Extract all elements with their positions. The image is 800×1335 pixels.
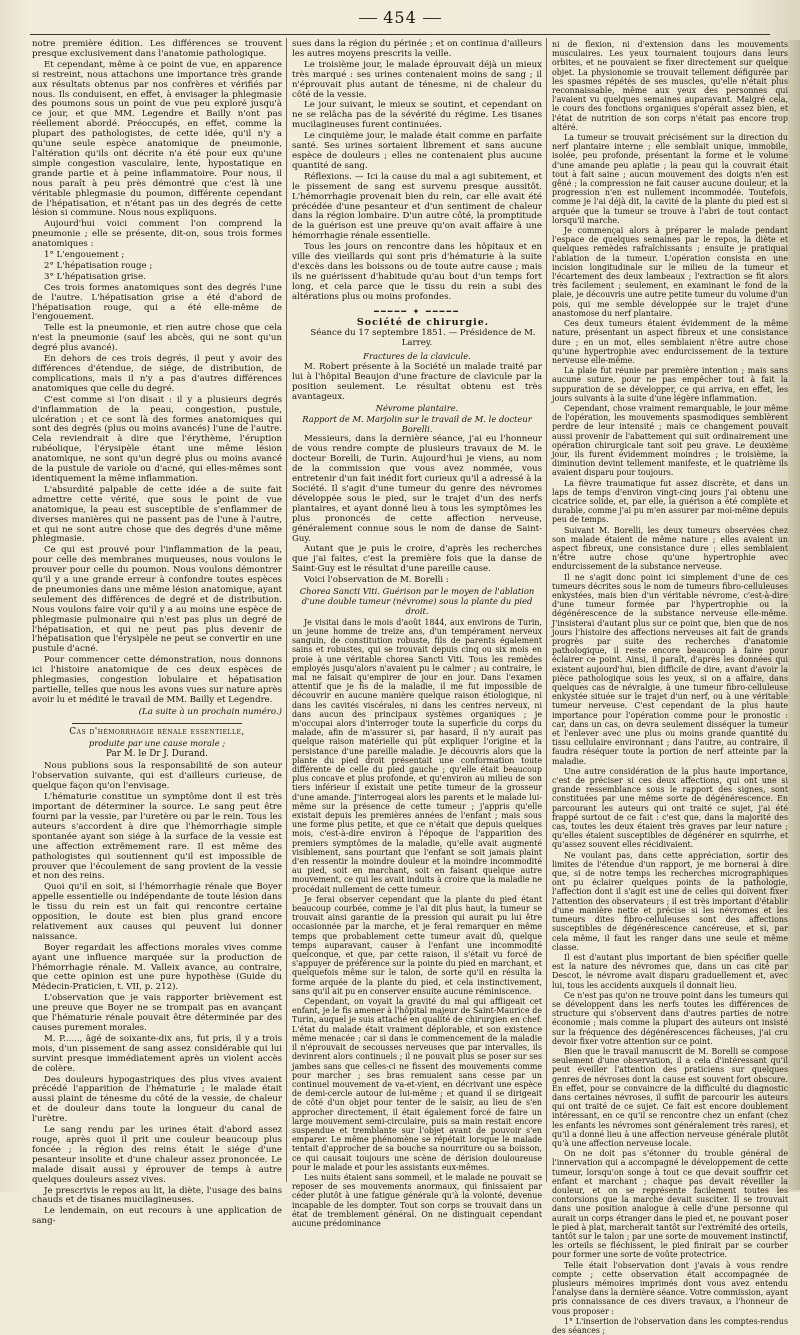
article-heading: Cas d'hémorrhagie rénale essentielle, [69, 726, 245, 737]
paragraph: 1° L'insertion de l'observation dans les comptes-rendus des séances ; [552, 1316, 788, 1335]
paragraph: Ces deux tumeurs étaient évidemment de la même nature, présentant un aspect fibreux et une consistance dure ; en un mot, elles semblaient n'être autre chose qu'une hypertrophie avec endurcissement de la texture nerveuse elle-même. [552, 319, 788, 365]
paragraph: M. Robert présente à la Société un malade traité par lui à l'hôpital Beaujon d'une fracture de clavicule par la position seulement. Le résultat obtenu est très avantageux. [292, 362, 542, 402]
paragraph: Suivant M. Borelli, les deux tumeurs observées chez son malade étaient de même nature ; elles avaient un aspect fibreux, une consistance dure ; elles semblaient n'être autre chose qu'une hypertrophie avec endurcissement de la substance nerveuse. [552, 525, 788, 572]
paragraph: Je ferai observer cependant que la plante du pied étant beaucoup courbée, comme je l'ai dit plus haut, la tumeur se trouvait ainsi garantie de la pression qui aurait pu lui être occasionnée par la marche, et je ferai remarquer en même temps que probablement cette tumeur avait dû, quelque temps auparavant, causer à l'enfant une incommodité quelconque, et que, par cette raison, il s'était vu forcé de s'appuyer de préférence sur la pointe du pied en marchant, et quelquefois même sur le talon, de sorte qu'il en résulta la forme arquée de la plante du pied, et cela instinctivement, sans qu'il ait pu en conserver ensuite aucune réminiscence. [292, 894, 542, 996]
paragraph: Autant que je puis le croire, d'après les recherches que j'ai faites, c'est la première fois que la danse de Saint-Guy est le résultat d'une pareille cause. [292, 544, 542, 575]
paragraph: Le cinquième jour, le malade était comme en parfaite santé. Ses urines sortaient librement et sans aucune espèce de douleurs ; elles ne contenaient plus aucune quantité de sang. [292, 131, 542, 171]
article-subheading: produite par une cause morale ; [88, 737, 226, 748]
paragraph: ni de flexion, ni d'extension dans les mouvements musculaires. Les yeux tournaient toujours dans leurs orbites, et ne pouvaient se fixer directement sur quelque objet. La physionomie se trouvait tellement défigurée par les spasmes répétés de ses muscles, qu'elle n'était plus reconnaissable, même aux yeux des personnes qui l'avaient vu quelques semaines auparavant. Malgré cela, le cours des fonctions organiques s'opérait assez bien, et l'état de nutrition de son corps n'était pas encore trop altéré. [552, 40, 788, 132]
paragraph: Nous publions sous la responsabilité de son auteur l'observation suivante, qui est d'ailleurs curieuse, de quelque façon qu'on l'envisage. [32, 761, 282, 792]
paragraph: Telle était l'observation dont j'avais à vous rendre compte ; cette observation était accompagnée de plusieurs mémoires imprimés dont vous avez entendu l'analyse dans la dernière séance. Votre commission, ayant pris connaissance de ces divers travaux, a l'honneur de vous proposer : [552, 1260, 788, 1316]
article-author: Par M. le Dr J. Durand. [106, 748, 208, 759]
article-subheading: Névrome plantaire. [375, 402, 459, 413]
paragraph: Je visitai dans le mois d'août 1844, aux environs de Turin, un jeune homme de treize ans, d'un tempérament nerveux sanguin, de constitution robuste, fils de parents également sains et robustes, qui se trouvait depuis cinq ou six mois en proie à une véritable chorea Sancti Viti. Tous les remèdes employés jusqu'alors n'avaient pu le calmer ; au contraire, le mal ne faisait qu'empirer de jour en jour. Dans l'examen attentif que je fis de la maladie, il me fut impossible de découvrir en aucune manière quelque raison étiologique, ni dans les cavités viscérales, ni dans les centres nerveux, ni dans aucun des principaux systèmes organiques ; je m'occupai alors d'interroger toute la superficie du corps du malade, afin de m'assurer si, par hasard, il n'y aurait pas quelque raison matérielle qui pût expliquer l'origine et la persistance d'une pareille maladie. Je découvris alors que la plante du pied droit présentait une conformation toute différente de celle du pied gauche ; qu'elle était beaucoup plus concave et plus profonde, et qu'environ au milieu de son tiers inférieur il existait une petite tumeur de la grosseur d'une amande. J'interrogeai alors les parents et le malade lui-même sur la présence de cette tumeur ; j'appris qu'elle existait depuis les premières années de l'enfant ; mais sous une forme plus petite, et que ce n'était que depuis quelques mois, c'est-à-dire environ à l'époque de l'apparition des premiers symptômes de la maladie, qu'elle avait augmenté visiblement, sans pourtant que l'enfant se soit jamais plaint d'en ressentir la moindre douleur et la moindre incommodité au pied, soit en marchant, soit en faisant quelque autre mouvement, ce qui les avait induits à croire que la maladie ne procédait nullement de cette tumeur. [292, 617, 542, 894]
paragraph: Les nuits étaient sans sommeil, et le malade ne pouvait se reposer de ses mouvements anormaux, qui finissaient par céder plutôt à une fatigue générale qu'à la volonté, devenue incapable de les dompter. Tout son corps se trouvait dans un état de tremblement général. On ne distinguait cependant aucune prédominance [292, 1172, 542, 1228]
ornament-divider: ━━━━━ ✦ ━━━━━ [374, 306, 460, 316]
paragraph: sues dans la région du périnée ; et on continua d'ailleurs les autres moyens prescrits la veille. [292, 39, 542, 59]
page-number: 454 [0, 8, 800, 27]
paragraph: Ce n'est pas qu'on ne trouve point dans les tumeurs qui se développent dans les nerfs toutes les différences de structure qui s'observent dans d'autres parties de notre économie ; mais comme la plupart des auteurs ont insisté sur la fréquence des dégénérescences fâcheuses, j'ai cru devoir fixer votre attention sur ce point. [552, 990, 788, 1046]
paragraph: Réflexions. — Ici la cause du mal a agi subitement, et le pissement de sang est survenu presque aussitôt. L'hémorrhagie provenait bien du rein, car elle avait été précédée d'une pesanteur et d'un sentiment de chaleur dans la région lombaire. D'un autre côté, la promptitude de la guérison est une preuve qu'on avait affaire à une hémorrhagie rénale essentielle. [292, 171, 542, 242]
continued-note: (La suite à un prochain numéro.) [138, 706, 282, 717]
paragraph: Le sang rendu par les urines était d'abord assez rouge, après quoi il prit une couleur beaucoup plus foncée ; la région des reins était le siége d'une pesanteur insolite et d'une chaleur assez prononcée. Le malade disait aussi y éprouver de temps à autre quelques douleurs assez vives. [32, 1125, 282, 1185]
paragraph: Il ne s'agit donc point ici simplement d'une de ces tumeurs décrites sous le nom de tumeurs fibro-celluleuses enkystées, mais bien d'un véritable névrome, c'est-à-dire d'une tumeur formée par l'hypertrophie ou la dégénérescence de la substance nerveuse elle-même. J'insisterai d'autant plus sur ce point que, bien que de nos jours l'histoire des affections nerveuses ait fait de grands progrès par suite des recherches d'anatomie pathologique, il reste encore beaucoup à faire pour éclairer ce point. Ainsi, il paraît, d'après les données qui existent aujourd'hui, bien difficile de dire, avant d'avoir la pièce pathologique sous les yeux, si on a affaire, dans quelques cas de névralgie, à une tumeur fibro-celluleuse enkystée située sur le trajet d'un nerf, ou à une véritable tumeur nerveuse. C'est cependant de la plus haute importance pour l'opération comme pour le pronostic : car, dans un cas, on devra seulement disséquer la tumeur et l'enlever avec une plus ou moins grande quantité du tissu cellulaire environnant ; dans l'autre, au contraire, il faudra réséquer toute la portion de nerf atteinte par la maladie. [552, 572, 788, 766]
page-edge [788, 40, 800, 1190]
paragraph: La fièvre traumatique fut assez discrète, et dans un laps de temps d'environ vingt-cinq jours j'ai obtenu une cicatrice solide, et, par elle, la guérison a été complète et durable, comme j'ai pu m'en assurer par moi-même depuis peu de temps. [552, 478, 788, 525]
header-rule [30, 34, 770, 35]
list-item: 2° L'hépatisation rouge ; [44, 260, 153, 271]
session-line: Séance du 17 septembre 1851. — Présidence de M. Larrey. [310, 328, 536, 349]
observation-title: Chorea Sancti Viti. Guérison par le moyen de l'ablation d'une double tumeur (névrome) sous la plante du pied droit. [299, 586, 535, 616]
paragraph: Il est d'autant plus important de bien spécifier quelle est la nature des névromes que, dans un cas cité par Descot, le névrome avait disparu graduellement et, avec lui, tous les accidents auxquels il donnait lieu. [552, 952, 788, 990]
paragraph: Boyer regardait les affections morales vives comme ayant une influence marquée sur la production de l'hémorrhagie rénale. M. Valleix avance, au contraire, que cette opinion est une pure hypothèse (Guide du Médecin-Praticien, t. VII, p. 212). [32, 942, 282, 993]
paragraph: Quoi qu'il en soit, si l'hémorrhagie rénale que Boyer appelle essentielle ou indépendante de toute lésion dans le tissu du rein est un fait qui rencontre certaine opposition, le doute est bien plus grand encore relativement aux causes qui peuvent lui donner naissance. [32, 882, 282, 942]
paragraph: Tous les jours on rencontre dans les hôpitaux et en ville des vieillards qui sont pris d'hématurie à la suite d'excès dans les boissons ou de toute autre cause ; mais ils ne guérissent d'habitude qu'au bout d'un temps fort long, et cela parce que le tissu du rein a subi des altérations plus ou moins profondes. [292, 242, 542, 302]
paragraph: La plaie fut réunie par première intention ; mais sans aucune suture, pour ne pas empêcher tout à fait la suppuration de se développer, ce qui arriva, en effet, les jours suivants à la suite d'une légère inflammation. [552, 366, 788, 403]
paragraph: Je prescrivis le repos au lit, la diète, l'usage des bains chauds et de tisanes mucilagineuses. [32, 1185, 282, 1206]
column-divider [546, 38, 547, 1182]
column-1 [32, 39, 282, 1227]
paragraph: Telle est la pneumonie, et rien autre chose que cela n'est la pneumonie (sauf les abcès, qui ne sont qu'un degré plus avancé). [32, 323, 282, 354]
report-title: Rapport de M. Marjolin sur le travail de M. le docteur Borelli. [302, 413, 532, 434]
paragraph: Aujourd'hui voici comment l'on comprend la pneumonie ; elle se présente, dit-on, sous trois formes anatomiques : [32, 219, 282, 250]
paragraph: Le jour suivant, le mieux se soutint, et cependant on ne se relâcha pas de la sévérité du régime. Les tisanes mucilagineuses furent continuées. [292, 100, 542, 131]
paragraph: Ces trois formes anatomiques sont des degrés l'une de l'autre. L'hépatisation grise a été d'abord de l'hépatisation rouge, qui a été elle-même de l'engouement. [32, 282, 282, 323]
paragraph: L'observation que je vais rapporter brièvement est une preuve que Boyer ne se trompait pas en avançant que l'hématurie rénale pouvait être déterminée par des causes purement morales. [32, 993, 282, 1033]
paragraph: Ce qui est prouvé pour l'inflammation de la peau, pour celle des membranes muqueuses, nous voulons le prouver pour celle du poumon. Nous voulons démontrer qu'il y a une grande erreur à confondre toutes espèces de pneumonies dans une même lésion anatomique, ayant seulement des différences de degré et de distribution. Nous voulons faire voir qu'il y a au moins une espèce de phlegmasie pulmonaire qui n'est pas plus un degré de l'hépatisation, et qui ne peut pas plus devenir de l'hépatisation que l'érysipèle ne peut se convertir en une pustule d'acné. [32, 545, 282, 655]
paragraph: L'absurdité palpable de cette idée a de suite fait admettre cette vérité, que sous le point de vue anatomique, la peau est susceptible de s'enflammer de diverses manières qui ne passent pas de l'une à l'autre, et qui ne sont autre chose que des degrés d'une même phlegmasie. [32, 484, 282, 545]
paragraph: C'est comme si l'on disait : il y a plusieurs degrés d'inflammation de la peau, congestion, pustule, ulcération ; et ce sont là des formes anatomiques qui sont des degrés (plus ou moins avancés) l'une de l'autre. Cela reviendrait à dire que l'érythème, l'éruption rubéolique, l'érysipèle étant une même lésion anatomique, ne sont qu'un degré plus ou moins avancé de la pustule de variole ou d'acné, qui elles-mêmes sont identiquement la même inflammation. [32, 394, 282, 484]
paragraph: On ne doit pas s'étonner du trouble général de l'innervation qui a accompagné le développement de cette tumeur, lorsqu'on songe à tout ce que devait souffrir cet enfant et marchant ; chaque pas devait réveiller la douleur, et on se représente facilement toutes les contorsions que la marche devait susciter. Il se trouvait dans une position analogue à celle d'une personne qui aurait un corps étranger dans le pied et, ne pouvant poser le pied à plat, marcherait tantôt sur l'extrémité des orteils, tantôt sur le talon ; par une sorte de mouvement instinctif, les orteils se fléchissent, le pied finirait par se courber pour former une sorte de voûte protectrice. [552, 1149, 788, 1260]
list-item: 3° L'hépatisation grise. [44, 271, 146, 282]
paragraph: notre première édition. Les différences se trouvent presque exclusivement dans l'anatomie pathologique. [32, 39, 282, 59]
article-subheading: Fractures de la clavicule. [363, 351, 471, 362]
paragraph: La tumeur se trouvait précisément sur la direction du nerf plantaire interne ; elle semblait unique, immobile, isolée, peu profonde, présentant la forme et le volume d'une amande peu aplatie ; la peau qui la couvrait était tout à fait saine ; aucun mouvement des doigts n'en est gêné ; la compression ne fait causer aucune douleur, et la progression n'en est nullement incommodée. Toutefois, comme je l'ai déjà dit, la cavité de la plante du pied est si arquée que la tumeur se trouve à l'abri de tout contact lorsqu'il marche. [552, 133, 788, 225]
paragraph: Le lendemain, on eut recours à une application de sang- [32, 1206, 282, 1227]
paragraph: Ne voulant pas, dans cette appréciation, sortir des limites de l'étendue d'un rapport, je me bornerai à dire que, si de notre temps les recherches micrographiques ont pu éclairer quelques points de la pathologie, l'affection dont il s'agit est une de celles qui doivent fixer l'attention des observateurs ; il est très important d'établir d'une manière nette et précise si les névromes et les tumeurs dites fibro-celluleuses sont des affections susceptibles de dégénérescence cancéreuse, et si, par cela même, il faut les ranger dans une seule et même classe. [552, 850, 788, 952]
list-item: 1° L'engouement ; [44, 250, 125, 261]
paragraph: Des douleurs hypogastriques des plus vives avaient précédé l'apparition de l'hématurie ; le malade était aussi plaint de ténesme du côté de la vessie, de chaleur et de douleur dans toute la longueur du canal de l'urètre. [32, 1074, 282, 1125]
paragraph: Bien que le travail manuscrit de M. Borelli se compose seulement d'une observation, il a cela d'intéressant qu'il peut éveiller l'attention des praticiens sur quelques genres de névroses dont la cause est souvent fort obscure. En effet, pour se convaincre de la difficulté du diagnostic dans certaines névroses, il suffit de parcourir les auteurs qui ont traité de ce sujet. Ce fait est encore doublement intéressant, en ce qu'il se rencontre chez un enfant (chez les enfants les névromes sont généralement très rares), et qu'il a donné lieu à une affection nerveuse générale plutôt qu'à une affection nerveuse locale. [552, 1046, 788, 1148]
column-2 [292, 39, 542, 1228]
column-3 [552, 40, 788, 1335]
paragraph: Une autre considération de la plus haute importance, c'est de préciser si ces deux affections, qui ont une si grande ressemblance sous le rapport des signes, sont constituées par une même sorte de dégénérescence. En parcourant les auteurs qui ont traité ce sujet, j'ai été frappé surtout de ce fait : c'est que, dans la majorité des cas, toutes les deux étaient très graves par leur nature ; qu'elles étaient susceptibles de dégénérer en squirrhe, et qu'assez souvent elles récidivaient. [552, 766, 788, 850]
paragraph: Voici l'observation de M. Borelli : [304, 575, 449, 586]
paragraph: Et cependant, même à ce point de vue, en apparence si restreint, nous attachons une importance très grande aux résultats obtenus par nos confrères et vérifiés par nous. Ils conduisent, en effet, à envisager la phlegmasie des poumons sous un point de vue peu exploré jusqu'à ce jour, et que MM. Legendre et Bailly n'ont pas réellement abordé. Préoccupés, en effet, comme la plupart des pathologistes, de cette idée, qu'il n'y a qu'une seule espèce anatomique de pneumonie, l'altération qu'ils ont décrite n'a été pour eux qu'une simple congestion vasculaire, lente, hypostatique en grande partie et à peine inflammatoire. Pour nous, il nous paraît à peu près démontré que c'est là une véritable phlegmasie du poumon, différente cependant de l'hépatisation, et n'étant pas un des degrés de cette lésion si commune. Nous nous expliquons. [32, 59, 282, 219]
section-rule [72, 723, 242, 724]
paragraph: L'hématurie constitue un symptôme dont il est très important de déterminer la source. Le sang peut être fourni par la vessie, par l'uretère ou par le rein. Tous les auteurs s'accordent à dire que l'hémorrhagie simple spontanée ayant son siége à la surface de la vessie est une affection extrêmement rare. Il est même des pathologistes qui soutiennent qu'il est impossible de prouver que l'écoulement de sang provient de la vessie et non des reins. [32, 792, 282, 882]
paragraph: Messieurs, dans la dernière séance, j'ai eu l'honneur de vous rendre compte de plusieurs travaux de M. le docteur Borelli, de Turin. Aujourd'hui je viens, au nom de la commission que vous avez nommée, vous entretenir d'un fait inédit fort curieux qu'il a adressé à la Société. Il s'agit d'une tumeur du genre des névromes développée sous le pied, sur le trajet d'un des nerfs plantaires, et ayant donné lieu à tous les symptômes les plus prononcés de cette affection nerveuse, généralement connue sous le nom de danse de Saint-Guy. [292, 434, 542, 544]
section-heading: Société de chirurgie. [356, 317, 490, 329]
paragraph: Pour commencer cette démonstration, nous donnons ici l'histoire anatomique de ces deux espèces de phlegmasies, congestion lobulaire et hépatisation partielle, telles que nous les avons vues sur nature après avoir lu et médité le travail de MM. Bailly et Legendre. [32, 655, 282, 705]
paragraph: Je commençai alors à préparer le malade pendant l'espace de quelques semaines par le repos, la diète et quelques remèdes rafraîchissants ; ensuite je pratiquai l'ablation de la tumeur. L'opération consista en une incision longitudinale sur le milieu de la tumeur et l'écartement des deux lambeaux ; l'extraction se fit alors très facilement ; seulement, en examinant le fond de la plaie, je découvris une autre petite tumeur du volume d'un pois, qui me semble développée sur le trajet d'une anastomose du nerf plantaire. [552, 226, 788, 318]
paragraph: En dehors de ces trois degrés, il peut y avoir des différences d'étendue, de siége, de distribution, de complications, mais il n'y a pas d'autres différences anatomiques que celle du degré. [32, 354, 282, 394]
paragraph: Le troisième jour, le malade éprouvait déjà un mieux très marqué : ses urines contenaient moins de sang ; il n'éprouvait plus autant de ténesme, ni de chaleur du côté de la vessie. [292, 59, 542, 100]
paragraph: M. P......, âgé de soixante-dix ans, fut pris, il y a trois mois, d'un pissement de sang assez considérable qui lui survint presque immédiatement après un violent accès de colère. [32, 1033, 282, 1074]
paragraph: Cependant, on voyait la gravité du mal qui affligeait cet enfant, je le fis amener à l'hôpital majeur de Saint-Maurice de Turin, auquel je suis attaché en qualité de chirurgien en chef. L'état du malade était vraiment déplorable, et son existence même menacée ; car si dans le commencement de la maladie il n'éprouvait de secousses nerveuses que par intervalles, ils devinrent alors continuels ; il ne pouvait plus se poser sur ses jambes sans que celles-ci ne fissent des mouvements comme pour marcher ; ses bras remuaient sans cesse par un continuel mouvement de va-et-vient, en décrivant une espèce de demi-cercle autour de lui-même ; et quand il se dirigeait de côté d'un objet pour tenter de le saisir, au lieu de s'en approcher directement, il était également forcé de faire un large mouvement semi-circulaire, puis sa main restait encore suspendue et tremblante sur l'objet avant de pouvoir s'en emparer. Le même phénomène se répétait lorsque le malade tentait d'approcher de sa bouche sa nourriture ou sa boisson, ce qui causait toujours une scène de dérision douloureuse pour le malade et pour les assistants eux-mêmes. [292, 997, 542, 1172]
column-divider [286, 38, 287, 1182]
paragraph: Cependant, chose vraiment remarquable, le jour même de l'opération, les mouvements spasmodiques semblèrent perdre de leur intensité ; mais ce changement pouvait aussi provenir de l'abattement qui suit ordinairement une opération chirurgicale tant soit peu grave. Le deuxième jour, ils furent évidemment moindres ; le troisième, la diminution devint tellement manifeste, et le quatrième ils avaient disparu pour toujours. [552, 403, 788, 478]
